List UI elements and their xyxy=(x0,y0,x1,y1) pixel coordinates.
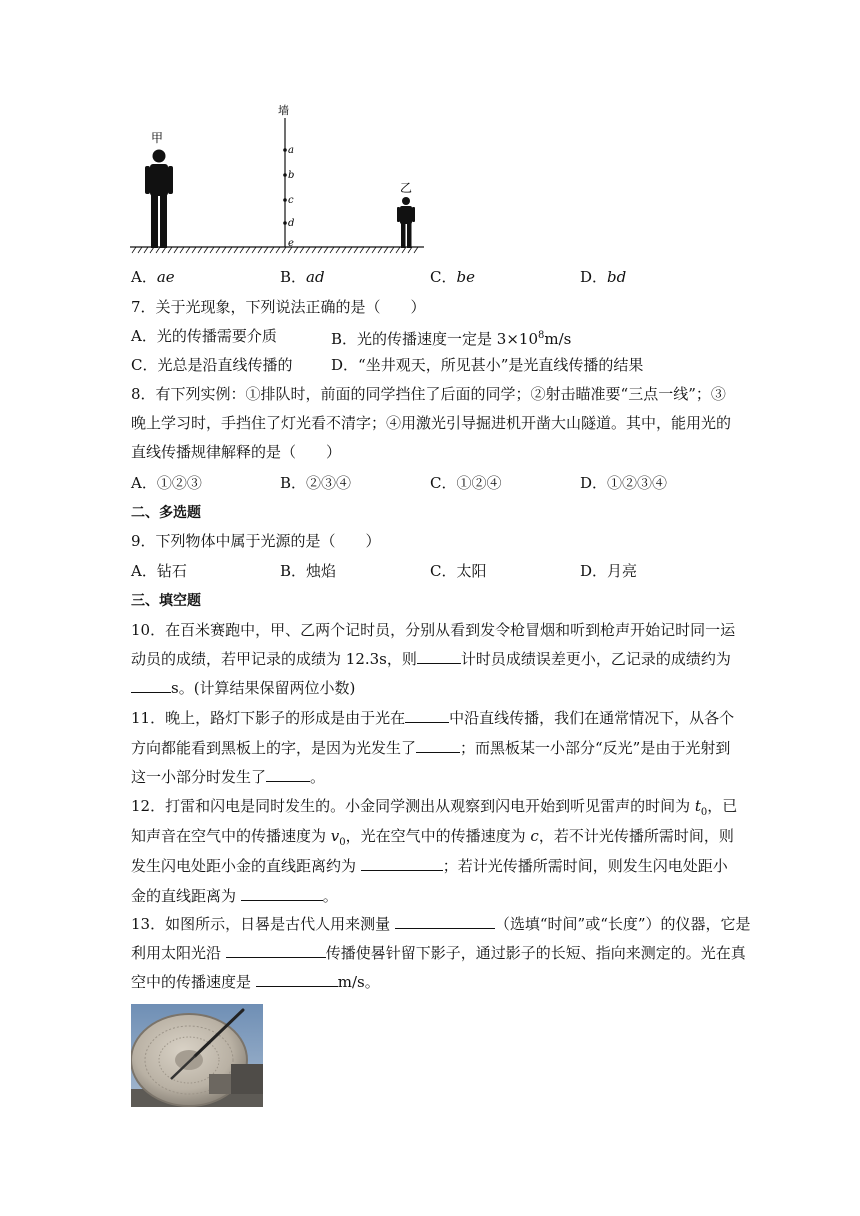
q6-option-c: C．be xyxy=(430,268,475,286)
q13-blank-3[interactable] xyxy=(256,972,338,987)
q12-line-2: 知声音在空气中的传播速度为 $v_0$，光在空气中的传播速度为 c，若不计光传播所需时间，则 xyxy=(131,827,734,848)
point-b-label: b xyxy=(288,170,295,181)
q12-line-4: 金的直线距离为 。 xyxy=(131,887,338,905)
q7-stem: 7．关于光现象，下列说法正确的是（ ） xyxy=(131,298,426,316)
q8-line-3: 直线传播规律解释的是（ ） xyxy=(131,443,342,461)
q13-line-3: 空中的传播速度是 m/s。 xyxy=(131,973,380,991)
shadow-figure xyxy=(128,100,428,260)
q10-line-1: 10．在百米赛跑中，甲、乙两个记时员，分别从看到发令枪冒烟和听到枪声开始记时同一运 xyxy=(131,621,736,639)
q12-blank-1[interactable] xyxy=(361,856,443,871)
person-b-figure xyxy=(397,197,415,248)
person-a-label: 甲 xyxy=(151,131,164,145)
q10-blank-1[interactable] xyxy=(417,649,461,664)
q10-line-3: s。(计算结果保留两位小数) xyxy=(131,678,355,698)
q9-option-c: C．太阳 xyxy=(430,562,487,580)
q8-option-c: C．①②④ xyxy=(430,474,502,492)
q7-option-b: B．光的传播速度一定是 $3\times 10^8m/s$ xyxy=(331,330,572,348)
person-b-label: 乙 xyxy=(400,181,413,195)
person-a-figure xyxy=(145,150,173,249)
q12-blank-2[interactable] xyxy=(241,886,323,901)
q7-option-d: D．“坐井观天，所见甚小”是光直线传播的结果 xyxy=(331,356,644,374)
q10-line-2: 动员的成绩，若甲记录的成绩为 12.3s，则 计时员成绩误差更小，乙记录的成绩约为 xyxy=(131,650,731,668)
q13-line-1: 13．如图所示，日晷是古代人用来测量 （选填“时间”或“长度”）的仪器，它是 xyxy=(131,915,751,933)
q11-blank-2[interactable] xyxy=(416,738,460,753)
q9-stem: 9．下列物体中属于光源的是（ ） xyxy=(131,532,381,550)
q11-line-3: 这一小部分时发生了 。 xyxy=(131,768,326,786)
q10-blank-2[interactable] xyxy=(131,678,171,693)
q13-blank-2[interactable] xyxy=(226,943,326,958)
q12-line-1: 12．打雷和闪电是同时发生的。小金同学测出从观察到闪电开始到听见雷声的时间为 $t_0$，已 xyxy=(131,797,738,818)
ground-hatching xyxy=(132,247,418,253)
q8-option-b: B．②③④ xyxy=(280,474,352,492)
q11-blank-3[interactable] xyxy=(266,767,310,782)
section-fill-blank-heading: 三、填空题 xyxy=(131,593,201,609)
wall-label: 墙 xyxy=(278,104,289,117)
q11-line-2: 方向都能看到黑板上的字，是因为光发生了 ；而黑板某一小部分“反光”是由于光射到 xyxy=(131,739,731,757)
point-e-label: e xyxy=(288,238,294,249)
q9-option-d: D．月亮 xyxy=(580,562,638,580)
q9-option-b: B．烛焰 xyxy=(280,562,337,580)
q6-option-d: D．bd xyxy=(580,268,627,286)
q8-line-1: 8．有下列实例：①排队时，前面的同学挡住了后面的同学；②射击瞄准要“三点一线”；③ xyxy=(131,385,726,403)
q9-option-a: A．钻石 xyxy=(131,562,187,580)
q8-line-2: 晚上学习时，手挡住了灯光看不清字；④用激光引导掘进机开凿大山隧道。其中，能用光的 xyxy=(131,414,732,432)
point-c-label: c xyxy=(288,195,294,206)
point-d-label: d xyxy=(288,218,295,229)
sundial-photo xyxy=(131,1004,263,1107)
point-a-label: a xyxy=(288,145,294,156)
q12-line-3: 发生闪电处距小金的直线距离约为 ；若计光传播所需时间，则发生闪电处距小 xyxy=(131,857,728,875)
q8-option-d: D．①②③④ xyxy=(580,474,668,492)
q8-option-a: A．①②③ xyxy=(131,474,202,492)
q13-line-2: 利用太阳光沿 传播使晷针留下影子，通过影子的长短、指向来测定的。光在真 xyxy=(131,944,746,962)
q6-option-a: A．ae xyxy=(131,268,175,286)
q6-option-b: B．ad xyxy=(280,268,325,286)
q11-blank-1[interactable] xyxy=(405,708,449,723)
q13-blank-1[interactable] xyxy=(395,914,495,929)
section-multi-choice-heading: 二、多选题 xyxy=(131,505,201,521)
q7-option-a: A．光的传播需要介质 xyxy=(131,327,277,345)
q11-line-1: 11．晚上，路灯下影子的形成是由于光在 中沿直线传播，我们在通常情况下，从各个 xyxy=(131,709,735,727)
q7-option-c: C．光总是沿直线传播的 xyxy=(131,356,293,374)
